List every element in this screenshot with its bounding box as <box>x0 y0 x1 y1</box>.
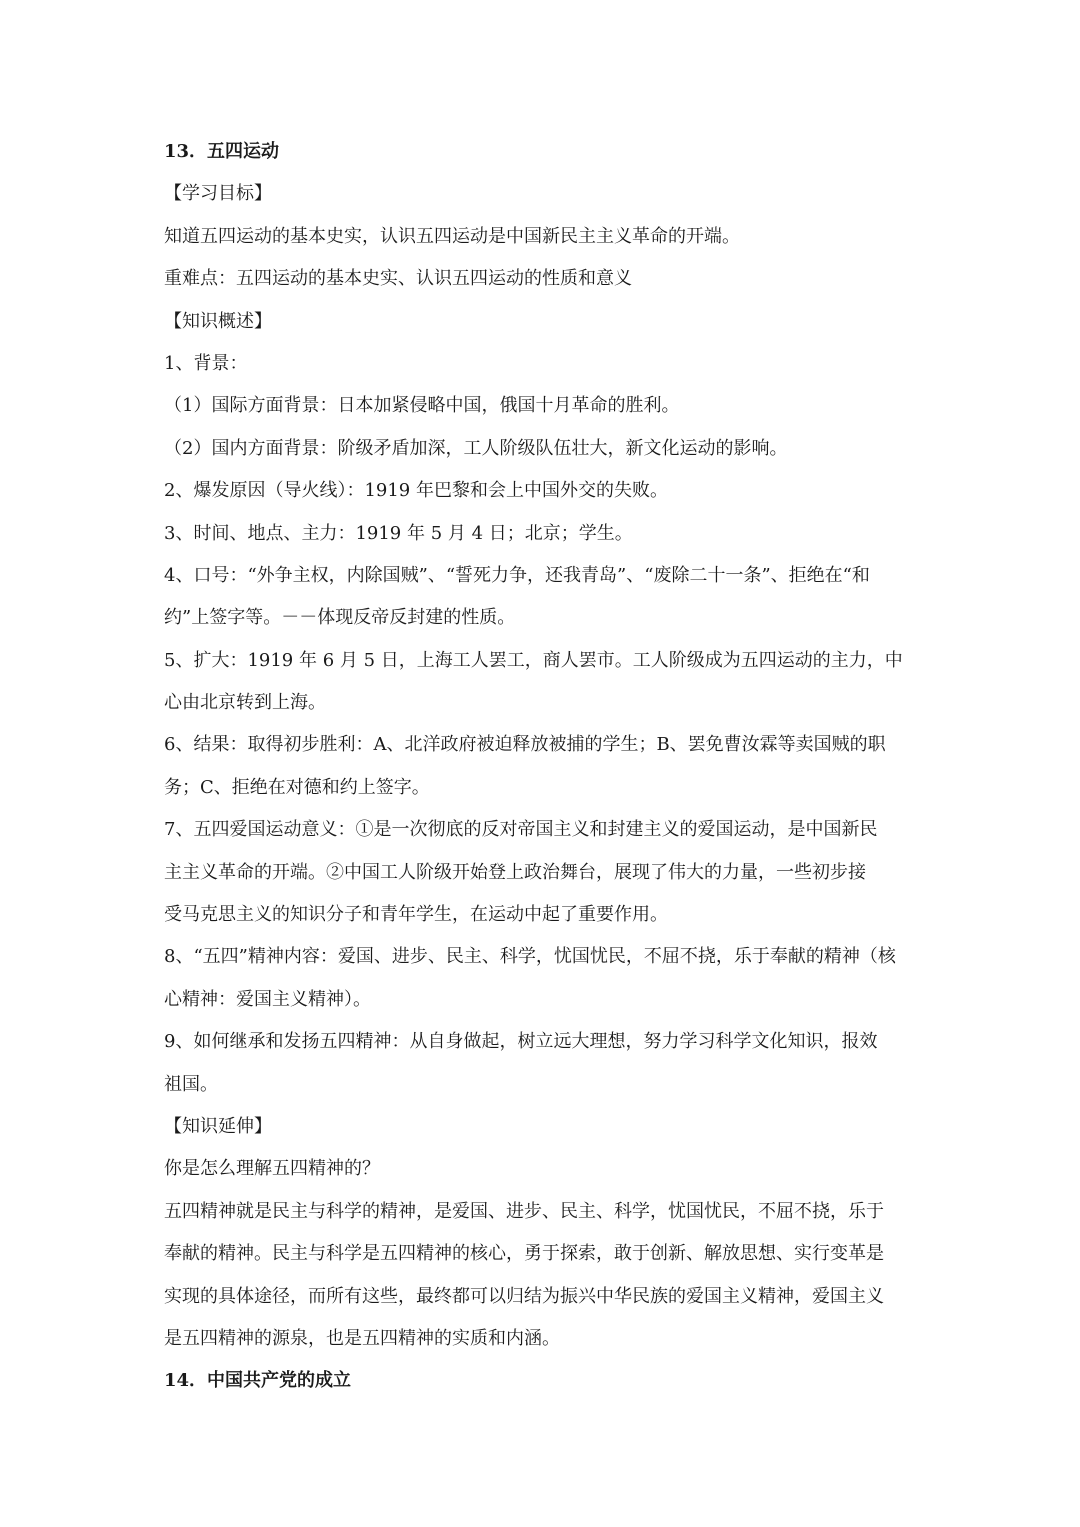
extension-answer-line: 是五四精神的源泉，也是五四精神的实质和内涵。 <box>164 1327 560 1349</box>
overview-line: 6、结果：取得初步胜利：A、北洋政府被迫释放被捕的学生；B、罢免曹汝霖等卖国贼的职 <box>164 734 886 756</box>
overview-line: 约”上签字等。－－体现反帝反封建的性质。 <box>164 607 516 629</box>
overview-line: 4、口号：“外争主权，内除国贼”、“誓死力争，还我青岛”、“废除二十一条”、拒绝在“和 <box>164 564 870 586</box>
overview-line: 受马克思主义的知识分子和青年学生，在运动中起了重要作用。 <box>164 904 668 926</box>
overview-line: 心精神：爱国主义精神）。 <box>164 988 371 1010</box>
extension-answer-line: 奉献的精神。民主与科学是五四精神的核心，勇于探索，敢于创新、解放思想、实行变革是 <box>164 1243 884 1265</box>
learning-goal-header: 【学习目标】 <box>164 183 272 205</box>
overview-line: 3、时间、地点、主力：1919 年 5 月 4 日；北京；学生。 <box>164 522 633 544</box>
overview-line: 5、扩大：1919 年 6 月 5 日，上海工人罢工，商人罢市。工人阶级成为五四运动的主力，中 <box>164 649 903 671</box>
overview-line: （1）国际方面背景：日本加紧侵略中国，俄国十月革命的胜利。 <box>164 395 680 417</box>
extension-answer-line: 实现的具体途径，而所有这些，最终都可以归结为振兴中华民族的爱国主义精神，爱国主义 <box>164 1285 884 1307</box>
overview-line: 7、五四爱国运动意义：①是一次彻底的反对帝国主义和封建主义的爱国运动，是中国新民 <box>164 819 878 841</box>
overview-line: 8、“五四”精神内容：爱国、进步、民主、科学，忧国忧民，不屈不挠，乐于奉献的精神（核 <box>164 946 896 968</box>
document-page <box>164 131 924 1403</box>
overview-line: 9、如何继承和发扬五四精神：从自身做起，树立远大理想，努力学习科学文化知识，报效 <box>164 1031 878 1053</box>
overview-line: （2）国内方面背景：阶级矛盾加深，工人阶级队伍壮大，新文化运动的影响。 <box>164 437 788 459</box>
overview-header: 【知识概述】 <box>164 310 272 332</box>
key-points: 重难点：五四运动的基本史实、认识五四运动的性质和意义 <box>164 268 632 290</box>
overview-line: 心由北京转到上海。 <box>164 692 326 714</box>
learning-goal-text: 知道五四运动的基本史实，认识五四运动是中国新民主主义革命的开端。 <box>164 225 740 247</box>
overview-line: 祖国。 <box>164 1073 218 1095</box>
extension-answer-line: 五四精神就是民主与科学的精神，是爱国、进步、民主、科学，忧国忧民，不屈不挠，乐于 <box>164 1200 884 1222</box>
extension-question: 你是怎么理解五四精神的？ <box>164 1158 380 1180</box>
extension-header: 【知识延伸】 <box>164 1115 272 1137</box>
overview-line: 主主义革命的开端。②中国工人阶级开始登上政治舞台，展现了伟大的力量，一些初步接 <box>164 861 866 883</box>
section-13-title: 13．五四运动 <box>164 141 280 162</box>
overview-line: 1、背景： <box>164 352 248 374</box>
overview-line: 务；C、拒绝在对德和约上签字。 <box>164 776 430 798</box>
overview-line: 2、爆发原因（导火线）：1919 年巴黎和会上中国外交的失败。 <box>164 480 668 502</box>
section-14-title: 14．中国共产党的成立 <box>164 1370 352 1392</box>
